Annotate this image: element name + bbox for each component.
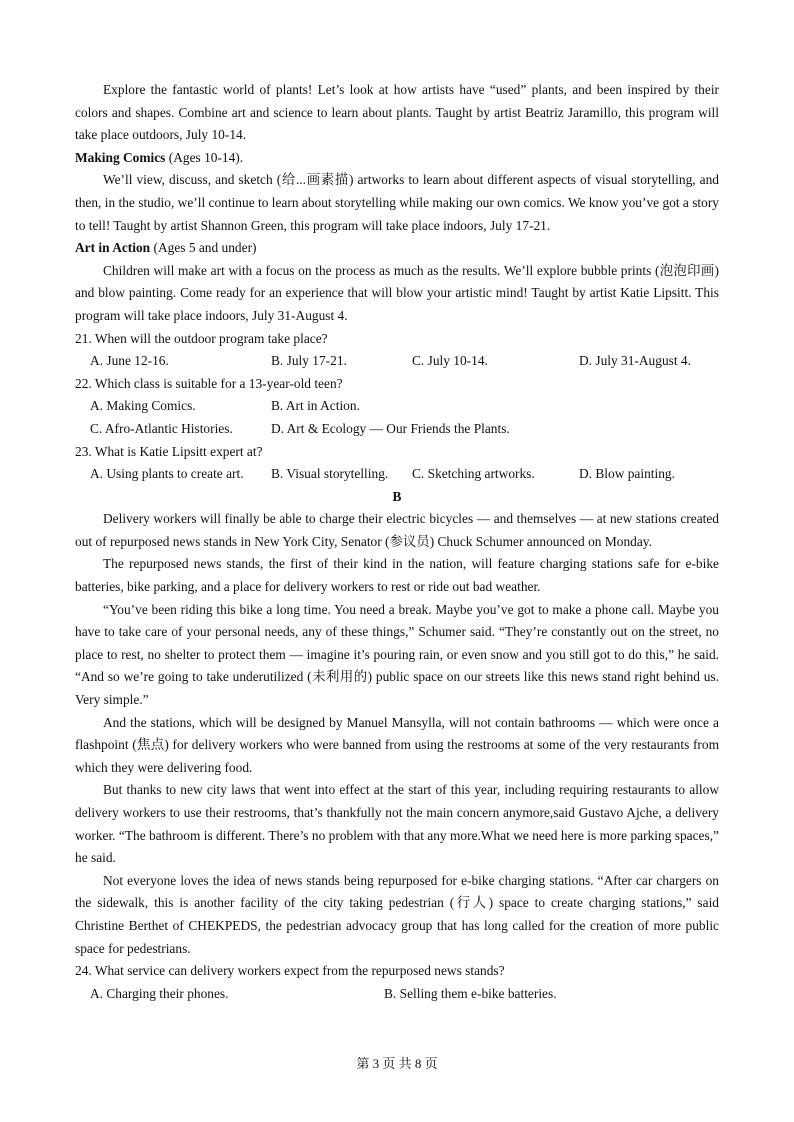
paragraph: Children will make art with a focus on the process as much as the results. We’ll explore bubble prints (泡泡印画) and blow painting. Come ready for an experience that will blow your artistic mind! Taught by artist Katie Lipsitt. This program will take place indoors, July 31-August 4. bbox=[75, 262, 719, 323]
page-number: 第 3 页 共 8 页 bbox=[356, 1056, 438, 1071]
program-title: Making Comics bbox=[75, 149, 166, 165]
program-heading bbox=[75, 237, 719, 260]
paragraph: We’ll view, discuss, and sketch (给...画素描) artworks to learn about different aspects of visual storytelling, and then, in the studio, we’ll continue to learn about storytelling while making our own comics. We know you’ve got a story to tell! Taught by artist Shannon Green, this program will take place indoors, July 17-21. bbox=[75, 172, 719, 233]
program-title: Art in Action bbox=[75, 240, 151, 256]
program-heading bbox=[75, 147, 719, 170]
paragraph: Delivery workers will finally be able to charge their electric bicycles — and themselves — at new stations created out of repurposed news stands in New York City, Senator (参议员) Chuck Schumer announced on Monday. bbox=[75, 511, 719, 549]
option: B. Selling them e-bike batteries. bbox=[384, 985, 557, 1001]
option: B. Visual storytelling. bbox=[271, 466, 389, 482]
question: 22. Which class is suitable for a 13-year-old teen? bbox=[75, 375, 343, 391]
options-row bbox=[75, 983, 719, 1006]
option: D. Blow painting. bbox=[579, 466, 675, 482]
option: A. Making Comics. bbox=[90, 398, 196, 414]
options-row bbox=[75, 350, 719, 373]
option: B. July 17-21. bbox=[271, 353, 347, 369]
paragraph: Not everyone loves the idea of news stands being repurposed for e-bike charging stations. “After car chargers on the sidewalk, this is another facility of the city taking pedestrian (行人) space to create charging stations,” said Christine Berthet of CHEKPEDS, the pedestrian advocacy group that has long called for the creation of more public space for pedestrians. bbox=[75, 872, 719, 956]
question: 23. What is Katie Lipsitt expert at? bbox=[75, 443, 263, 459]
paragraph: But thanks to new city laws that went into effect at the start of this year, including requiring restaurants to allow delivery workers to use their restrooms, that’s thankfully not the main concern anymore,said Gustavo Ajche, a delivery worker. “The bathroom is different. There’s no problem with that any more.What we need here is more parking spaces,” he said. bbox=[75, 782, 719, 866]
paragraph: The repurposed news stands, the first of their kind in the nation, will feature charging stations safe for e-bike batteries, bike parking, and a place for delivery workers to rest or ride out bad weather. bbox=[75, 556, 719, 595]
option: A. June 12-16. bbox=[90, 353, 169, 369]
option: C. Afro-Atlantic Histories. bbox=[90, 420, 233, 436]
document-body bbox=[75, 79, 719, 1005]
option: D. Art & Ecology — Our Friends the Plants. bbox=[271, 420, 510, 436]
paragraph: “You’ve been riding this bike a long time. You need a break. Maybe you’ve got to make a phone call. Maybe you have to take care of your personal needs, any of these things,” Schumer said. “They’re constantly out on the street, no place to rest, no shelter to protect them — imagine it’s pouring rain, or even snow and you still got to do this,” he said. “And so we’re going to take underutilized (未利用的) public space on our streets like this news stand right behind us. Very simple.” bbox=[75, 601, 719, 708]
options-row bbox=[75, 463, 719, 486]
paragraph: And the stations, which will be designed by Manuel Mansylla, will not contain bathrooms — which were once a flashpoint (焦点) for delivery workers who were banned from using the restrooms at some of the very restaurants from which they were delivering food. bbox=[75, 714, 719, 775]
question: 24. What service can delivery workers expect from the repurposed news stands? bbox=[75, 963, 505, 979]
paragraph: Explore the fantastic world of plants! Let’s look at how artists have “used” plants, and been inspired by their colors and shapes. Combine art and science to learn about plants. Taught by artist Beatriz Jaramillo, this program will take place outdoors, July 10-14. bbox=[75, 82, 719, 143]
option: C. Sketching artworks. bbox=[412, 466, 535, 482]
option: B. Art in Action. bbox=[271, 398, 360, 414]
program-ages: (Ages 10-14). bbox=[165, 149, 244, 165]
option: A. Charging their phones. bbox=[90, 985, 229, 1001]
program-ages: (Ages 5 and under) bbox=[150, 240, 257, 256]
option: A. Using plants to create art. bbox=[90, 466, 244, 482]
option: D. July 31-August 4. bbox=[579, 353, 691, 369]
section-heading: B bbox=[392, 488, 402, 504]
option: C. July 10-14. bbox=[412, 353, 488, 369]
options-row bbox=[75, 395, 719, 418]
options-row bbox=[75, 418, 719, 441]
question: 21. When will the outdoor program take place? bbox=[75, 330, 328, 346]
